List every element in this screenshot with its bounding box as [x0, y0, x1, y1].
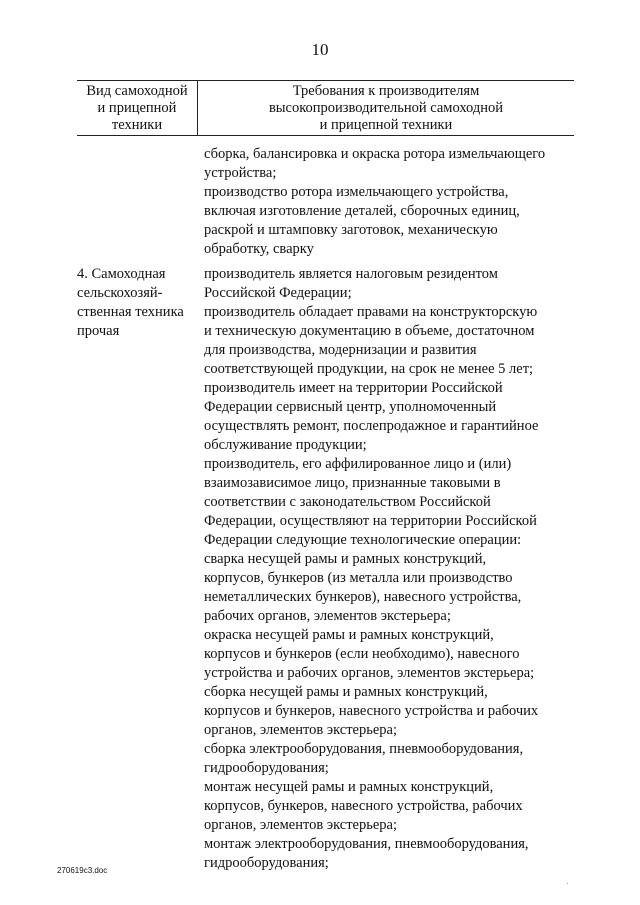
requirement-line: устройства; — [204, 165, 277, 181]
requirement-line: сборка несущей рамы и рамных конструкций, — [204, 684, 488, 700]
category-cell — [77, 265, 197, 341]
requirement-line: сварка несущей рамы и рамных конструкций, — [204, 551, 487, 567]
requirement-line: органов, элементов экстерьера; — [204, 722, 397, 738]
requirement-line: и техническую документацию в объеме, достаточном — [204, 323, 535, 339]
header-text-line: высокопроизводительной самоходной — [268, 100, 504, 116]
header-text-line: техники — [111, 117, 163, 133]
requirement-line: включая изготовление деталей, сборочных единиц, — [204, 203, 520, 219]
requirement-line: обработку, сварку — [204, 241, 314, 257]
corner-mark: · — [566, 878, 569, 888]
requirement-line: корпусов и бункеров, навесного устройства и рабочих — [204, 703, 539, 719]
header-text-line: и прицепной — [97, 100, 177, 116]
table-header — [77, 80, 574, 136]
header-column-type — [77, 81, 198, 135]
requirement-line: гидрооборудования; — [204, 855, 329, 871]
requirement-line: устройства и рабочих органов, элементов экстерьера; — [204, 665, 535, 681]
requirement-line: монтаж электрооборудования, пневмооборудования, — [204, 836, 529, 852]
requirement-line: корпусов и бункеров (если необходимо), навесного — [204, 646, 520, 662]
category-line: ственная техника — [77, 304, 184, 320]
category-line: прочая — [77, 323, 120, 339]
header-column-requirements — [198, 81, 574, 135]
requirement-line: взаимозависимое лицо, признанные таковыми в — [204, 475, 501, 491]
requirement-line: производитель имеет на территории Российской — [204, 380, 503, 396]
requirement-line: Федерации, осуществляют на территории Российской — [204, 513, 537, 529]
footer-file-name: 270619c3.doc — [57, 866, 108, 875]
requirement-line: осуществлять ремонт, послепродажное и гарантийное — [204, 418, 539, 434]
header-text-line: Вид самоходной — [86, 83, 188, 99]
requirement-line: Федерации сервисный центр, уполномоченный — [204, 399, 497, 415]
requirement-line: обслуживание продукции; — [204, 437, 367, 453]
requirement-line: окраска несущей рамы и рамных конструкций, — [204, 627, 494, 643]
requirement-line: соответствующей продукции, на срок не менее 5 лет; — [204, 361, 534, 377]
requirement-line: Федерации следующие технологические операции: — [204, 532, 522, 548]
requirement-line: гидрооборудования; — [204, 760, 329, 776]
requirement-line: рабочих органов, элементов экстерьера; — [204, 608, 451, 624]
requirement-line: неметаллических бункеров), навесного устройства, — [204, 589, 522, 605]
requirement-line: производитель, его аффилированное лицо и (или) — [204, 456, 512, 472]
category-line: 4. Самоходная — [77, 266, 166, 282]
requirement-line: органов, элементов экстерьера; — [204, 817, 397, 833]
requirement-line: Российской Федерации; — [204, 285, 352, 301]
requirement-line: производитель обладает правами на конструкторскую — [204, 304, 538, 320]
requirement-line: сборка электрооборудования, пневмооборудования, — [204, 741, 524, 757]
requirement-line: монтаж несущей рамы и рамных конструкций, — [204, 779, 494, 795]
header-text-line: и прицепной техники — [319, 117, 453, 133]
page-number: 10 — [311, 40, 329, 59]
requirement-line: для производства, модернизации и развития — [204, 342, 477, 358]
requirements-cell — [204, 265, 574, 873]
requirement-line: корпусов, бункеров, навесного устройства, рабочих — [204, 798, 523, 814]
continued-requirements-cell — [204, 145, 574, 259]
requirement-line: производитель является налоговым резидентом — [204, 266, 498, 282]
requirement-line: производство ротора измельчающего устройства, — [204, 184, 509, 200]
category-line: сельскохозяй- — [77, 285, 163, 301]
requirement-line: соответствии с законодательством Российской — [204, 494, 491, 510]
requirement-line: раскрой и штамповку заготовок, механическую — [204, 222, 498, 238]
requirement-line: сборка, балансировка и окраска ротора измельчающего — [204, 146, 546, 162]
requirement-line: корпусов, бункеров (из металла или производство — [204, 570, 513, 586]
header-text-line: Требования к производителям — [292, 83, 480, 99]
